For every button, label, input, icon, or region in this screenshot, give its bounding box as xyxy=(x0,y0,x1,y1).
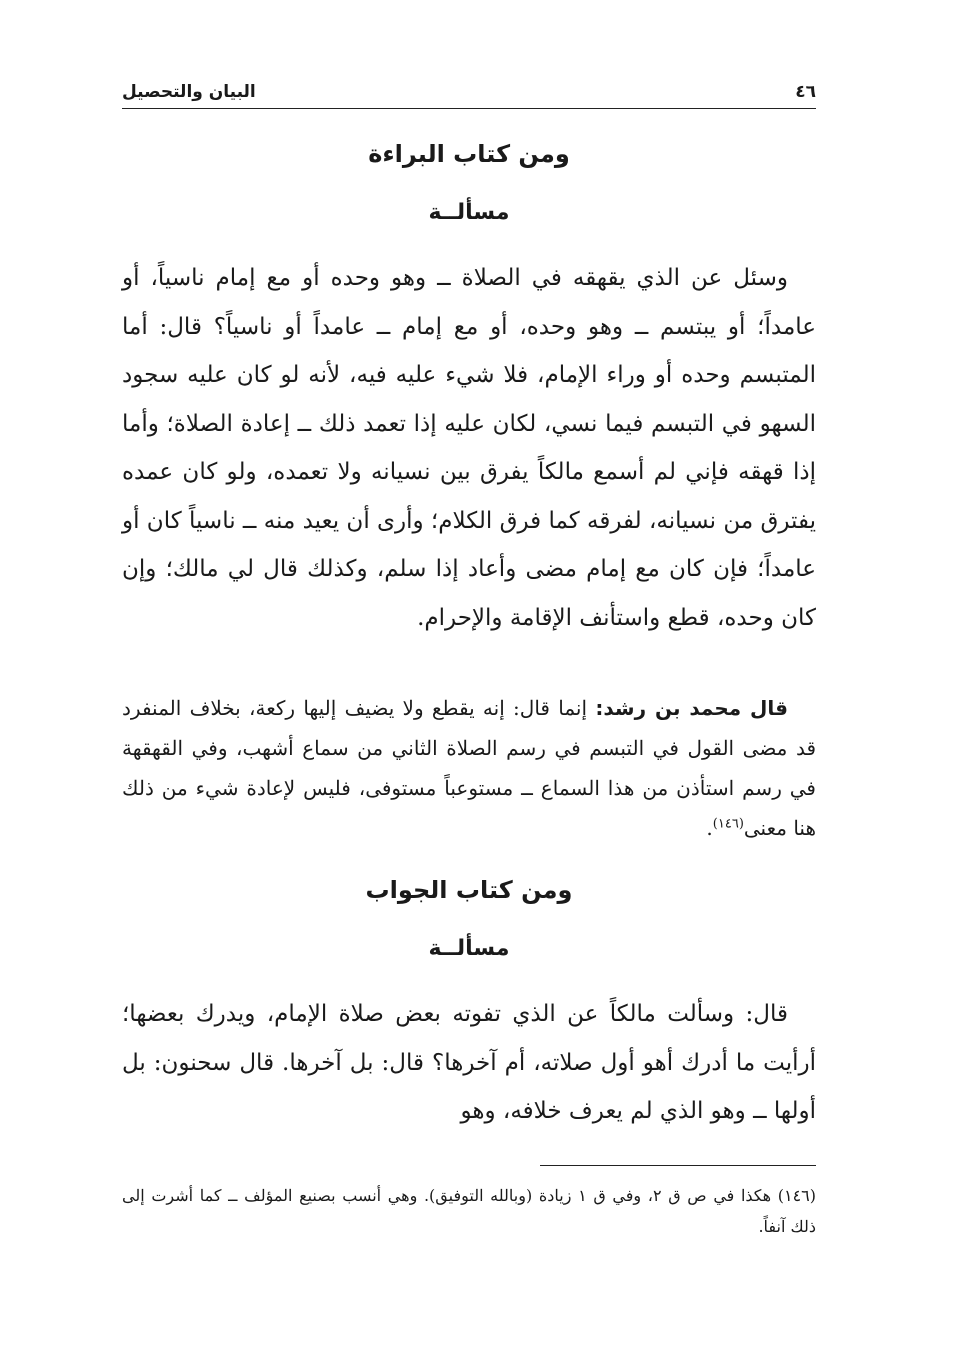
paragraph-question-2 xyxy=(122,990,816,1136)
page-number: ٤٦ xyxy=(795,82,816,102)
footnote: (١٤٦) هكذا في ص ق ٢، وفي ق ١ زيادة (وبالله التوفيق). وهي أنسب بصنيع المؤلف ــ كما أشرت إلى ذلك آنفاً. xyxy=(122,1186,817,1236)
paragraph-question-2-text: قال: وسألت مالكاً عن الذي تفوته بعض صلاة الإمام، ويدرك بعضها؛ أرأيت ما أدرك أهو أول صلاته، أم آخرها؟ قال: بل آخرها. قال سحنون: بل أولها ــ وهو الذي لم يعرف خلافه، وهو xyxy=(122,1001,816,1124)
footnote-reference: (١٤٦) xyxy=(712,816,744,832)
section-title-baraa: ومن كتاب البراءة xyxy=(368,140,570,168)
section-title-jawab: ومن كتاب الجواب xyxy=(365,876,573,904)
paragraph-question-1-text: وسئل عن الذي يقهقه في الصلاة ــ وهو وحده أو مع إمام ناسياً، أو عامداً؛ أو يبتسم ــ وهو وحده، أو مع إمام ــ عامداً أو ناسياً؟ قال: أما المتبسم وحده أو وراء الإمام، فلا شيء عليه فيه، لأنه لو كان عليه سجود السهو في التبسم فيما نسي، لكان عليه إذا تعمد ذلك ــ إعادة الصلاة؛ وأما إذا قهقه فإني لم أسمع مالكاً يفرق بين نسيانه ولا تعمده، ولو كان عمده يفترق من نسيانه، لفرقه كما فرق الكلام؛ وأرى أن يعيد منه ــ ناسياً كان أو عامداً؛ فإن كان مع إمام مضى وأعاد إذا سلم، وكذلك قال لي مالك؛ وإن كان وحده، قطع واستأنف الإقامة والإحرام. xyxy=(122,265,816,631)
footnote-rule xyxy=(540,1165,816,1166)
commentary-speaker: قال محمد بن رشد: xyxy=(595,696,788,720)
paragraph-commentary xyxy=(122,688,816,848)
page-header xyxy=(122,72,816,102)
paragraph-question-1 xyxy=(122,254,816,642)
commentary-text: إنما قال: إنه يقطع ولا يضيف إليها ركعة، بخلاف المنفرد قد مضى القول في التبسم في رسم الصلاة الثاني من سماع أشهب، وفي القهقهة في رسم استأذن من هذا السماع ــ مستوعباً مستوفى، فليس لإعادة شيء من ذلك هنا معنى xyxy=(122,696,816,840)
running-title: البيان والتحصيل xyxy=(122,82,256,102)
section-subtitle-masala-2: مسألــة xyxy=(428,936,510,961)
header-rule xyxy=(122,108,816,109)
section-subtitle-masala-1: مسألــة xyxy=(428,200,510,225)
commentary-end: . xyxy=(706,816,713,840)
